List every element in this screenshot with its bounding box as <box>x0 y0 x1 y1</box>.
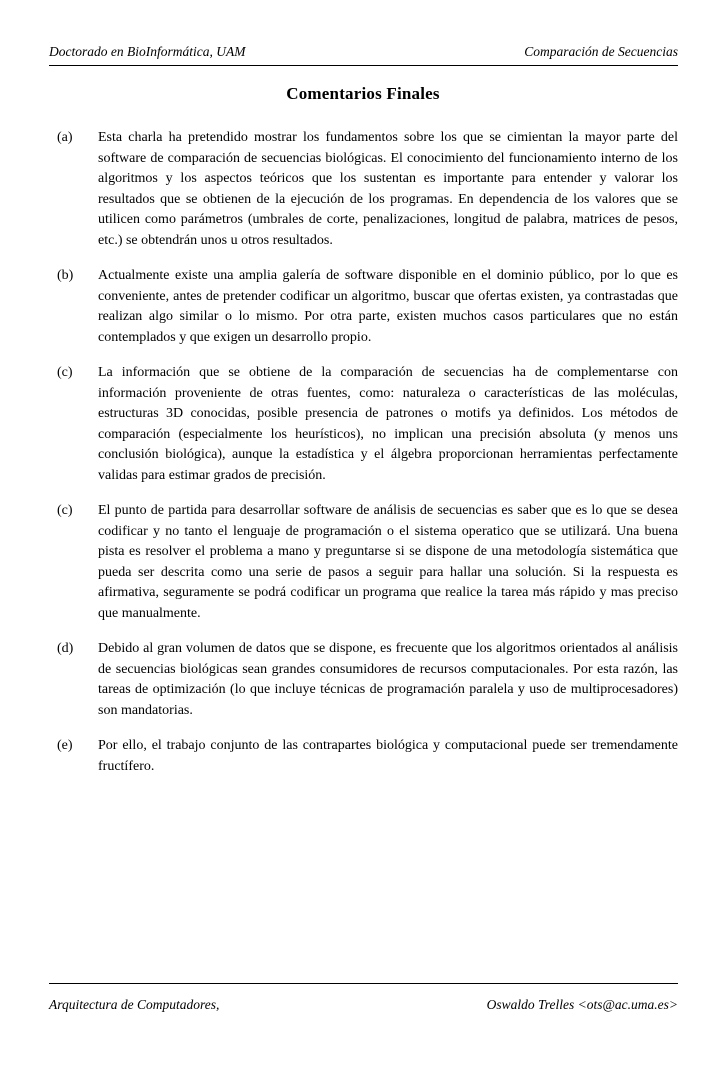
page-header <box>49 44 678 66</box>
paragraph-label: (c) <box>57 503 73 518</box>
footer-author-email: Oswaldo Trelles <ots@ac.uma.es> <box>486 997 678 1012</box>
paragraph-d <box>49 639 678 721</box>
paragraph-list <box>49 128 678 792</box>
paragraph-label: (e) <box>57 738 73 753</box>
header-section-title: Comparación de Secuencias <box>524 44 678 59</box>
page-title: Comentarios Finales <box>286 84 440 103</box>
paragraph-label: (a) <box>57 130 73 145</box>
paragraph-text: La información que se obtiene de la comparación de secuencias ha de complementarse con información proveniente de otras fuentes, como: naturaleza o características de las moléculas, estructuras 3D conocidas, posible presencia de patrones o motifs ya definidos. Los métodos de comparación (especialmente los heurísticos), no implican una precisión absoluta (y menos uns conclusión biológica), aunque la estadística y el álgebra proporcionan herramientas perfectamente validas para estimar grados de precisión. <box>98 365 678 483</box>
header-course-title: Doctorado en BioInformática, UAM <box>49 44 246 59</box>
paragraph-text: Debido al gran volumen de datos que se dispone, es frecuente que los algoritmos orientados al análisis de secuencias biológicas sean grandes consumidores de recursos computacionales. Por esta razón, las tareas de optimización (lo que incluye técnicas de programación paralela y uso de multiprocesadores) son mandatorias. <box>98 641 678 718</box>
paragraph-text: Actualmente existe una amplia galería de software disponible en el dominio público, por lo que es conveniente, antes de pretender codificar un algoritmo, buscar que ofertas existen, ya contrastadas que realizan algo similar o lo mismo. Por otra parte, existen muchos casos particulares que no están contemplados y que exigen un desarrollo propio. <box>98 268 678 345</box>
paragraph-text: Esta charla ha pretendido mostrar los fundamentos sobre los que se cimientan la mayor parte del software de comparación de secuencias biológicas. El conocimiento del funcionamiento interno de los algoritmos y los aspectos teóricos que los sustentan es importante para entender y valorar los resultados que se obtienen de la ejecución de los programas. En dependencia de los valores que se utilicen como parámetros (umbrales de corte, penalizaciones, longitud de palabra, matrices de pesos, etc.) se obtendrán unos u otros resultados. <box>98 130 678 248</box>
paragraph-text: Por ello, el trabajo conjunto de las contrapartes biológica y computacional puede ser tremendamente fructífero. <box>98 738 678 774</box>
paragraph-b <box>49 266 678 348</box>
paragraph-label: (c) <box>57 365 73 380</box>
footer-department: Arquitectura de Computadores, <box>49 997 220 1012</box>
paragraph-c2 <box>49 501 678 624</box>
paragraph-text: El punto de partida para desarrollar software de análisis de secuencias es saber que es lo que se desea codificar y no tanto el lenguaje de programación o el sistema operatico que se utilizará. Una buena pista es resolver el problema a mano y preguntarse si se dispone de una metodología sistemática que pueda ser descrita como una serie de pasos a seguir para hallar una solución. Si la respuesta es afirmativa, seguramente se podrá codificar un programa que realice la tarea más rápido y mas preciso que manualmente. <box>98 503 678 621</box>
page-footer <box>49 983 678 1013</box>
paragraph-c1 <box>49 363 678 486</box>
paragraph-label: (b) <box>57 268 74 283</box>
paragraph-label: (d) <box>57 641 74 656</box>
paragraph-a <box>49 128 678 251</box>
paragraph-e <box>49 736 678 777</box>
